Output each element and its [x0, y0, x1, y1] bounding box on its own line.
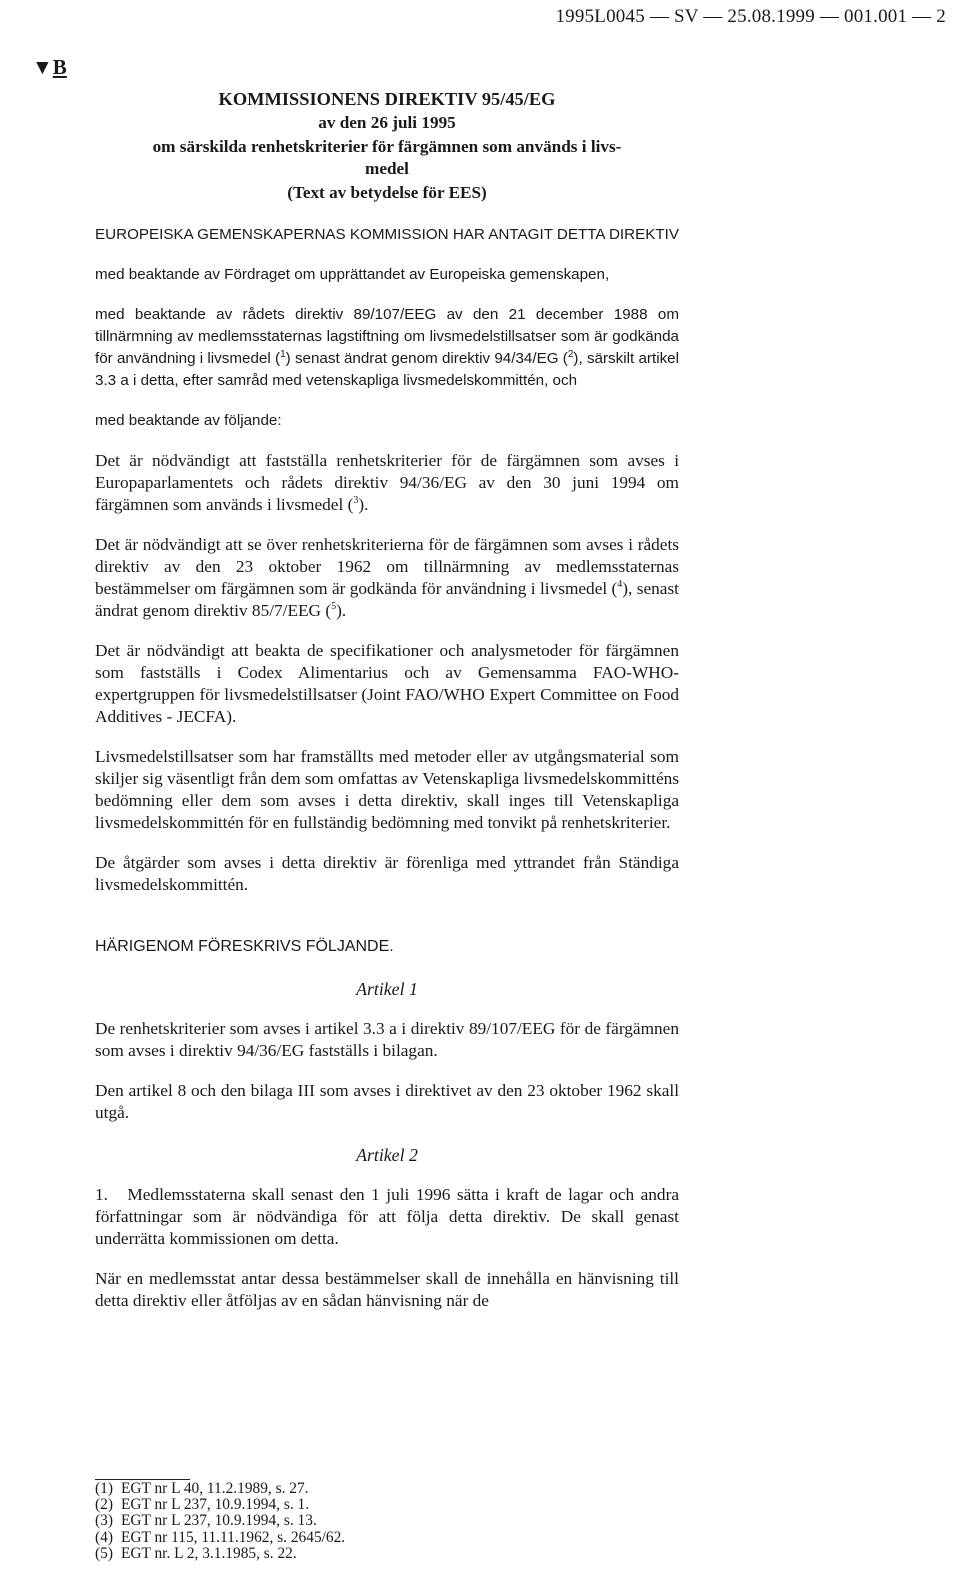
paragraph-1: Det är nödvändigt att fastställa renhetskriterier för de färgämnen som avses i Europaparlamentets och rådets direktiv 94/36/EG av den 30 juni 1994 om färgämnen som används i livsmedel ($^3$).: [95, 451, 679, 514]
recital-directive: med beaktande av rådets direktiv 89/107/EEG av den 21 december 1988 om tillnärmning av medlemsstaternas lagstiftning om livsmedelstillsatser som är godkända för användning i livsmedel ($^1$) senast ändrat genom direktiv 94/34/EG ($^2$), särskilt artikel 3.3 a i detta, efter samråd med vetenskapliga livsmedelskommittén, och: [95, 306, 679, 389]
title-subject-1: om särskilda renhetskriterier för färgämnen som används i livs-: [152, 137, 622, 156]
footnote-ref-4[interactable]: 4: [617, 579, 623, 591]
article-2-paragraph-1: 1. Medlemsstaterna skall senast den 1 juli 1996 sätta i kraft de lagar och andra författningar som är nödvändiga för att följa detta direktiv. De skall genast underrätta kommissionen om detta.: [95, 1185, 684, 1248]
document-reference-header: 1995L0045 — SV — 25.08.1999 — 001.001 — 2: [555, 6, 946, 27]
document-title: [95, 88, 679, 204]
title-subject-2: medel: [365, 159, 409, 178]
paragraph-5: De åtgärder som avses i detta direktiv är förenliga med yttrandet från Ständiga livsmedelskommittén.: [95, 853, 679, 894]
footnote-item: (5) EGT nr. L 2, 3.1.1985, s. 22.: [95, 1544, 297, 1562]
paragraph-3: Det är nödvändigt att beakta de specifikationer och analysmetoder för färgämnen som fastställs i Codex Alimentarius och av Gemensamma FAO-WHO-expertgruppen för livsmedelstillsatser (Joint FAO/WHO Expert Committee on Food Additives - JECFA).: [95, 641, 679, 726]
recital-treaty: med beaktande av Fördraget om upprättandet av Europeiska gemenskapen,: [95, 266, 610, 283]
triangle-down-icon: ▼: [32, 55, 53, 79]
article-2-heading: Artikel 2: [356, 1145, 418, 1165]
footnote-ref-3[interactable]: 3: [353, 495, 359, 507]
marker-letter: B: [52, 55, 67, 79]
title-eea-note: (Text av betydelse för EES): [287, 183, 487, 202]
footnote-ref-1[interactable]: 1: [280, 348, 286, 360]
article-1-heading: Artikel 1: [356, 979, 418, 999]
title-date: av den 26 juli 1995: [318, 113, 456, 132]
footnotes: [95, 1481, 679, 1562]
enacting-formula: HÄRIGENOM FÖRESKRIVS FÖLJANDE.: [95, 938, 394, 955]
title-line-1: KOMMISSIONENS DIREKTIV 95/45/EG: [218, 89, 556, 109]
paragraph-2: Det är nödvändigt att se över renhetskriterierna för de färgämnen som avses i rådets direktiv av den 23 oktober 1962 om tillnärmning av medlemsstaternas bestämmelser om färgämnen som är godkända för användning i livsmedel ($^4$), senast ändrat genom direktiv 85/7/EEG ($^5$).: [95, 535, 679, 620]
article-2-paragraph-2: När en medlemsstat antar dessa bestämmelser skall de innehålla en hänvisning till detta direktiv eller åtföljas av en sådan hänvisning när de: [95, 1269, 679, 1310]
footnote-ref-2[interactable]: 2: [567, 348, 574, 360]
article-1-paragraph-1: De renhetskriterier som avses i artikel 3.3 a i direktiv 89/107/EEG för de färgämnen som avses i direktiv 94/36/EG fastställs i bilagan.: [95, 1019, 679, 1060]
paragraph-4: Livsmedelstillsatser som har framställts med metoder eller av utgångsmaterial som skiljer sig väsentligt från dem som omfattas av Vetenskapliga livsmedelskommitténs bedömning eller dem som avses i detta direktiv, skall inges till Vetenskapliga livsmedelskommittén för en fullständig bedömning med tonvikt på renhetskriterier.: [95, 747, 679, 832]
document-body: [95, 88, 684, 1312]
footnote-ref-5[interactable]: 5: [331, 601, 337, 613]
adoption-statement: EUROPEISKA GEMENSKAPERNAS KOMMISSION HAR ANTAGIT DETTA DIREKTIV: [95, 226, 679, 243]
footnote-item: (3) EGT nr L 237, 10.9.1994, s. 13.: [95, 1512, 317, 1530]
consolidation-marker: [32, 55, 67, 80]
footnote-item: (1) EGT nr L 40, 11.2.1989, s. 27.: [95, 1480, 309, 1497]
recital-following: med beaktande av följande:: [95, 412, 282, 429]
article-1-paragraph-2: Den artikel 8 och den bilaga III som avses i direktivet av den 23 oktober 1962 skall utgå.: [95, 1081, 679, 1122]
footnote-item: (4) EGT nr 115, 11.11.1962, s. 2645/62.: [95, 1528, 346, 1546]
footnote-item: (2) EGT nr L 237, 10.9.1994, s. 1.: [95, 1496, 310, 1514]
